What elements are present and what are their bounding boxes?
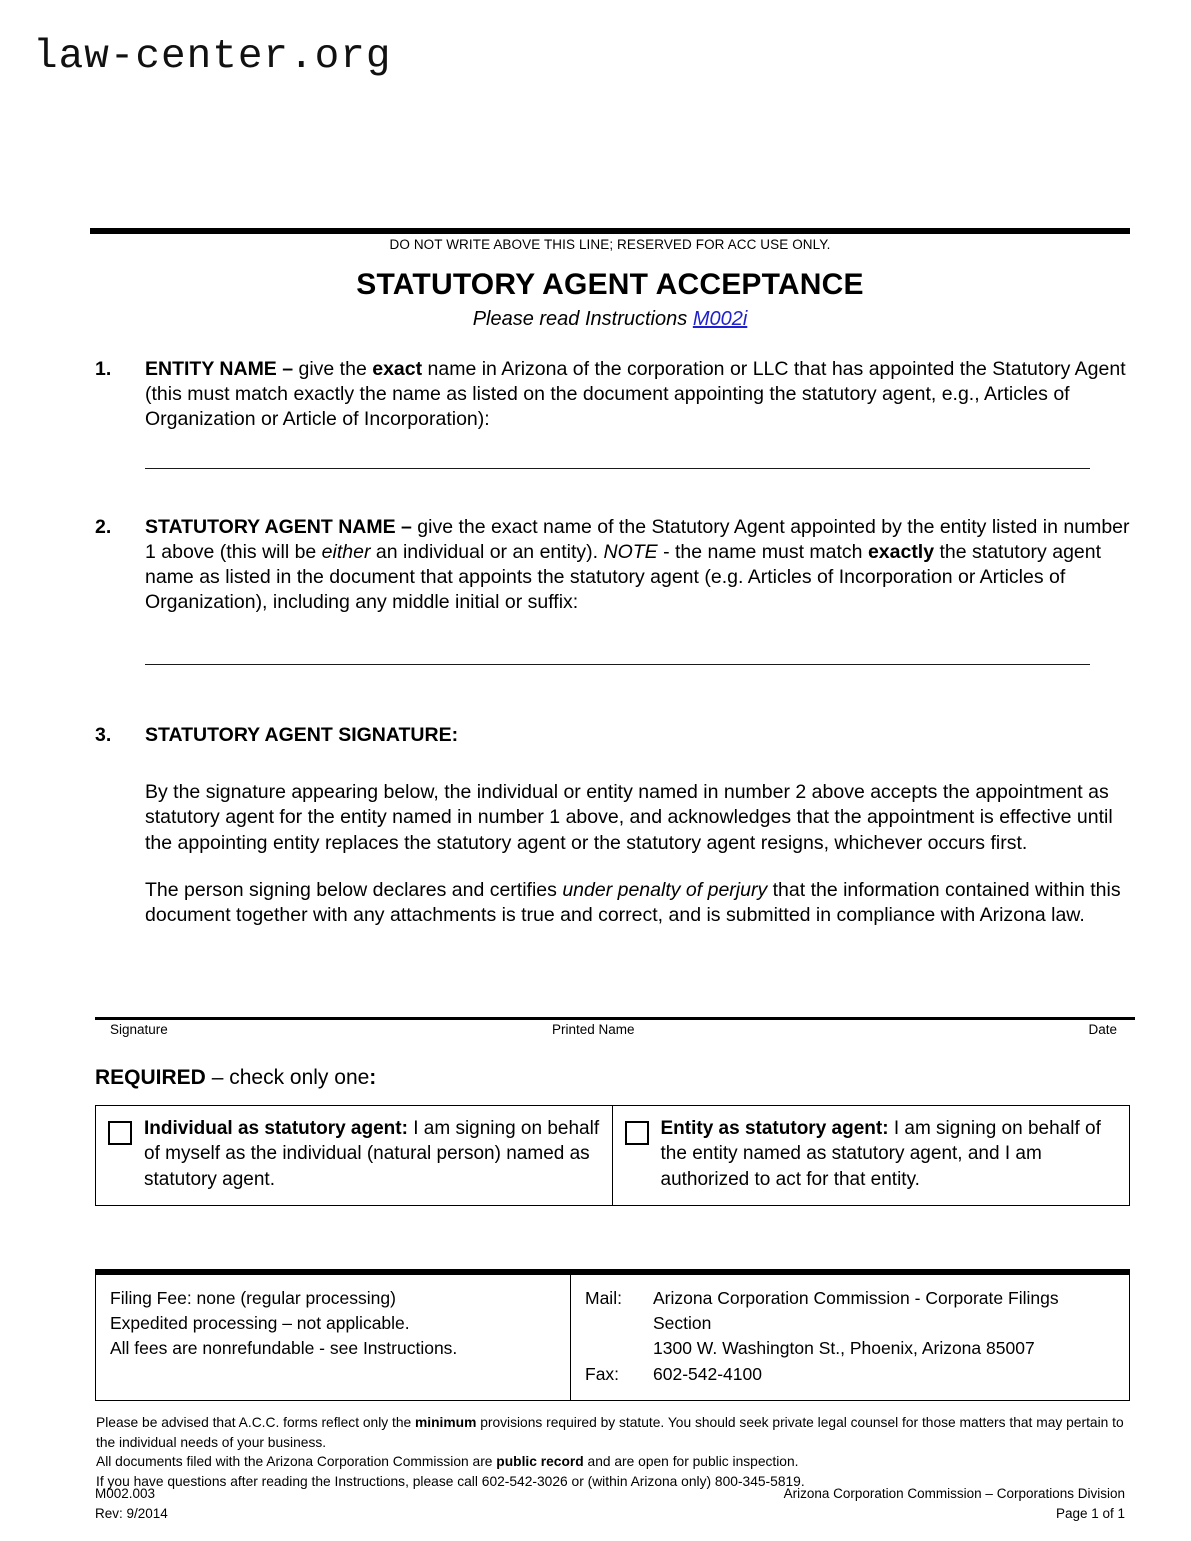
mail-address-line-1: Arizona Corporation Commission - Corporate Filings Section	[653, 1287, 1059, 1334]
section-statutory-agent-signature	[90, 723, 1130, 748]
footer-form-number: M002.003	[95, 1486, 156, 1501]
footer-revision: Rev: 9/2014	[95, 1505, 168, 1521]
section-2-number: 2.	[95, 516, 112, 539]
fine-print-notice	[96, 1413, 1126, 1491]
fine-print-1-bold: minimum	[415, 1415, 477, 1431]
checkbox-option-entity[interactable]	[613, 1106, 1130, 1205]
required-instruction	[95, 1066, 1130, 1090]
checkbox-option-individual[interactable]	[96, 1106, 613, 1205]
filing-fee-line-1: Filing Fee: none (regular processing)	[110, 1287, 396, 1308]
signature-captions	[95, 1020, 1135, 1042]
statutory-agent-name-input-line[interactable]	[145, 664, 1090, 665]
signature-paragraph-2-text-1: The person signing below declares and certifies	[145, 879, 563, 902]
fee-and-mail-table	[95, 1269, 1130, 1402]
section-1-heading: ENTITY NAME –	[145, 358, 294, 380]
checkbox-individual-description: I am signing on behalf of myself as the individual (natural person) named as statutory agent.	[144, 1117, 600, 1190]
section-3-number: 3.	[95, 724, 112, 747]
acc-use-notice: DO NOT WRITE ABOVE THIS LINE; RESERVED FOR ACC USE ONLY.	[389, 237, 831, 252]
required-label: REQUIRED	[95, 1065, 206, 1089]
signature-block	[90, 1017, 1130, 1042]
top-heavy-rule	[90, 228, 1130, 234]
section-1-emphasis-1: exact	[372, 358, 423, 380]
signature-paragraph-2	[145, 878, 1130, 929]
mail-address-line-2: 1300 W. Washington St., Phoenix, Arizona 85007	[653, 1338, 1035, 1359]
mail-label: Mail:	[585, 1287, 622, 1308]
checkbox-individual-label: Individual as statutory agent:	[144, 1117, 408, 1139]
fine-print-1-text-2: provisions required by statute. You should seek private legal counsel for those matters that may pertain to the individual needs of your business.	[96, 1415, 1124, 1450]
checkbox-entity-description: I am signing on behalf of the entity named as statutory agent, and I am authorized to act for that entity.	[660, 1117, 1101, 1190]
section-2-italic-2: NOTE	[603, 541, 658, 563]
section-2-italic-1: either	[321, 541, 371, 563]
section-2-text-4: the statutory agent name as listed in the document that appoints the statutory agent (e.g. Articles of Incorporation or Articles of Organization), including any middle initial or suffix:	[145, 541, 1102, 613]
section-entity-name	[90, 357, 1130, 431]
statutory-agent-type-table	[95, 1105, 1130, 1206]
section-1-text-2: name in Arizona of the corporation or LLC that has appointed the Statutory Agent (this must match exactly the name as listed on the document appointing the statutory agent, e.g., Articles of Organization or Article of Incorporation):	[145, 358, 1126, 430]
mail-label-spacer	[585, 1336, 653, 1361]
instructions-subtitle	[90, 308, 1130, 331]
checkbox-entity-label: Entity as statutory agent:	[660, 1117, 889, 1139]
instructions-subtitle-text: Please read Instructions	[472, 308, 693, 330]
instructions-link[interactable]: M002i	[692, 308, 748, 330]
signature-paragraph-2-italic: under penalty of perjury	[562, 879, 768, 902]
section-2-text-3: - the name must match	[657, 541, 868, 563]
section-3-heading: STATUTORY AGENT SIGNATURE:	[145, 724, 459, 747]
mail-fax-cell	[571, 1275, 1129, 1401]
page-title: STATUTORY AGENT ACCEPTANCE	[356, 268, 864, 301]
site-watermark: law-center.org	[33, 34, 392, 80]
mail-row-2	[585, 1336, 1117, 1361]
fax-row	[585, 1362, 1117, 1387]
signature-caption: Signature	[110, 1021, 168, 1037]
filing-fee-cell	[96, 1275, 571, 1401]
footer-page-number: Page 1 of 1	[1055, 1505, 1125, 1521]
fine-print-line-2	[96, 1452, 1126, 1472]
checkbox-individual-text	[144, 1116, 602, 1193]
section-2-emphasis-1: exactly	[867, 541, 935, 563]
section-2-body	[145, 515, 1130, 614]
required-text: – check only one	[205, 1065, 370, 1089]
section-1-number: 1.	[95, 358, 112, 380]
fine-print-2-text-2: and are open for public inspection.	[583, 1454, 799, 1470]
section-2-text-1: give the exact name of the Statutory Agent appointed by the entity listed in number 1 above (this will be	[145, 516, 1130, 563]
filing-fee-line-3: All fees are nonrefundable - see Instructions.	[110, 1338, 458, 1359]
fine-print-1-text-1: Please be advised that A.C.C. forms reflect only the	[96, 1415, 416, 1431]
signature-paragraph-2-text-2: that the information contained within this document together with any attachments is true and correct, and is submitted in compliance with Arizona law.	[145, 879, 1121, 927]
fax-label: Fax:	[585, 1363, 620, 1384]
section-statutory-agent-name	[90, 515, 1130, 614]
section-2-heading: STATUTORY AGENT NAME –	[145, 516, 412, 539]
footer-right	[784, 1484, 1125, 1523]
page-footer	[95, 1484, 1125, 1523]
required-colon: :	[369, 1065, 377, 1089]
section-3-body	[145, 723, 1130, 748]
section-1-body	[145, 357, 1130, 431]
printed-name-caption: Printed Name	[552, 1021, 635, 1037]
fax-number: 602-542-4100	[653, 1363, 762, 1384]
fine-print-2-text-1: All documents filed with the Arizona Corporation Commission are	[96, 1454, 497, 1470]
footer-left	[95, 1484, 168, 1523]
fine-print-line-1	[96, 1413, 1126, 1452]
checkbox-individual[interactable]	[108, 1121, 132, 1145]
section-1-text-1: give the	[293, 358, 373, 380]
filing-fee-line-2: Expedited processing – not applicable.	[110, 1313, 410, 1334]
fine-print-line-3: If you have questions after reading the Instructions, please call 602-542-3026 or (within Arizona only) 800-345-5819.	[96, 1473, 805, 1489]
mail-row	[585, 1286, 1117, 1337]
section-2-text-2: an individual or an entity).	[370, 541, 604, 563]
signature-paragraph-1: By the signature appearing below, the individual or entity named in number 2 above accepts the appointment as statutory agent for the entity named in number 1 above, and acknowledges that the appointment is effective until the appointing entity replaces the statutory agent or the statutory agent resigns, whichever occurs first.	[145, 781, 1113, 854]
checkbox-entity[interactable]	[625, 1121, 649, 1145]
fine-print-2-bold: public record	[496, 1454, 584, 1470]
checkbox-entity-text	[661, 1116, 1120, 1193]
entity-name-input-line[interactable]	[145, 468, 1090, 469]
footer-agency: Arizona Corporation Commission – Corporations Division	[783, 1486, 1125, 1501]
form-content	[90, 228, 1130, 1491]
date-caption: Date	[1088, 1021, 1117, 1037]
